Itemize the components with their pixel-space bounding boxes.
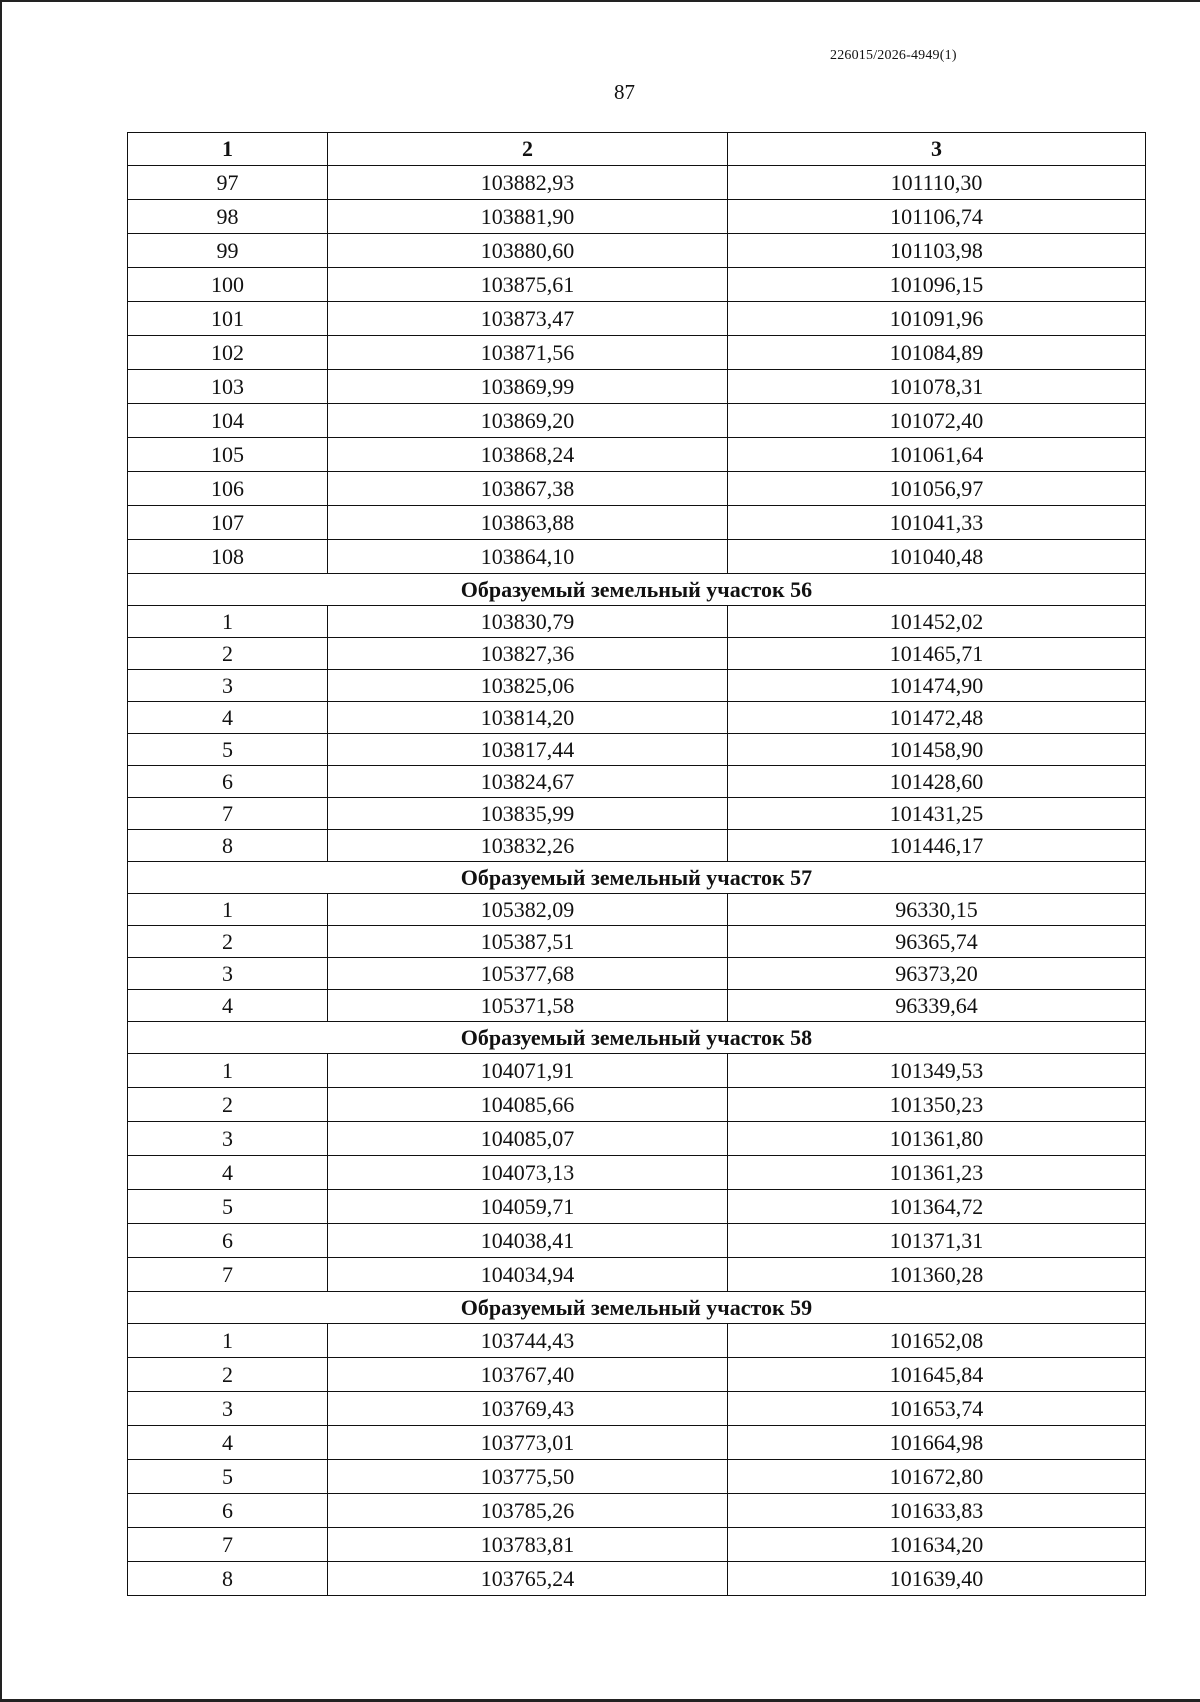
coordinates-table [127, 132, 1146, 1596]
table-row [128, 958, 1146, 990]
point-number-cell: 102 [128, 336, 328, 370]
table-row [128, 1392, 1146, 1426]
table-row [128, 1190, 1146, 1224]
point-number-cell: 1 [128, 894, 328, 926]
table-row [128, 1528, 1146, 1562]
coordinate-y-cell: 101452,02 [728, 606, 1146, 638]
point-number-cell: 100 [128, 268, 328, 302]
point-number-cell: 105 [128, 438, 328, 472]
coordinate-y-cell: 101361,80 [728, 1122, 1146, 1156]
column-header: 2 [328, 133, 728, 166]
coordinate-x-cell: 103871,56 [328, 336, 728, 370]
coordinate-x-cell: 104038,41 [328, 1224, 728, 1258]
document-id: 226015/2026-4949(1) [830, 48, 957, 63]
table-row [128, 1460, 1146, 1494]
point-number-cell: 2 [128, 1358, 328, 1392]
coordinate-y-cell: 101652,08 [728, 1324, 1146, 1358]
point-number-cell: 4 [128, 990, 328, 1022]
table-row [128, 1224, 1146, 1258]
column-header: 3 [728, 133, 1146, 166]
coordinate-x-cell: 104059,71 [328, 1190, 728, 1224]
point-number-cell: 1 [128, 1054, 328, 1088]
point-number-cell: 3 [128, 958, 328, 990]
coordinate-x-cell: 103880,60 [328, 234, 728, 268]
point-number-cell: 6 [128, 1494, 328, 1528]
point-number-cell: 5 [128, 734, 328, 766]
coordinate-y-cell: 101091,96 [728, 302, 1146, 336]
coordinate-y-cell: 101072,40 [728, 404, 1146, 438]
coordinate-y-cell: 96330,15 [728, 894, 1146, 926]
coordinate-x-cell: 104085,66 [328, 1088, 728, 1122]
section-title: Образуемый земельный участок 57 [128, 862, 1146, 894]
section-title-row [128, 1292, 1146, 1324]
table-row [128, 1054, 1146, 1088]
coordinate-x-cell: 103824,67 [328, 766, 728, 798]
coordinate-x-cell: 103869,99 [328, 370, 728, 404]
coordinate-x-cell: 103830,79 [328, 606, 728, 638]
table-row [128, 766, 1146, 798]
point-number-cell: 1 [128, 1324, 328, 1358]
coordinate-x-cell: 103869,20 [328, 404, 728, 438]
coordinate-x-cell: 103825,06 [328, 670, 728, 702]
coordinate-y-cell: 101041,33 [728, 506, 1146, 540]
coordinate-x-cell: 103767,40 [328, 1358, 728, 1392]
table-row [128, 166, 1146, 200]
table-body [128, 166, 1146, 1596]
scan-edge-left [0, 0, 2, 1702]
coordinate-x-cell: 103868,24 [328, 438, 728, 472]
coordinate-x-cell: 105382,09 [328, 894, 728, 926]
table-row [128, 302, 1146, 336]
point-number-cell: 2 [128, 1088, 328, 1122]
coordinate-y-cell: 101110,30 [728, 166, 1146, 200]
point-number-cell: 108 [128, 540, 328, 574]
coordinate-y-cell: 101106,74 [728, 200, 1146, 234]
point-number-cell: 7 [128, 1528, 328, 1562]
point-number-cell: 7 [128, 798, 328, 830]
coordinate-x-cell: 103814,20 [328, 702, 728, 734]
table-row [128, 1156, 1146, 1190]
scan-edge-top [0, 0, 1200, 2]
point-number-cell: 3 [128, 1122, 328, 1156]
table-row [128, 472, 1146, 506]
coordinate-y-cell: 101361,23 [728, 1156, 1146, 1190]
section-title-row [128, 862, 1146, 894]
point-number-cell: 106 [128, 472, 328, 506]
point-number-cell: 2 [128, 926, 328, 958]
coordinate-y-cell: 101103,98 [728, 234, 1146, 268]
section-title: Образуемый земельный участок 56 [128, 574, 1146, 606]
coordinate-y-cell: 101371,31 [728, 1224, 1146, 1258]
coordinate-y-cell: 96365,74 [728, 926, 1146, 958]
coordinate-y-cell: 101458,90 [728, 734, 1146, 766]
coordinate-x-cell: 103783,81 [328, 1528, 728, 1562]
coordinate-x-cell: 103832,26 [328, 830, 728, 862]
table-row [128, 606, 1146, 638]
coordinate-x-cell: 103827,36 [328, 638, 728, 670]
coordinate-x-cell: 103773,01 [328, 1426, 728, 1460]
coordinate-y-cell: 96339,64 [728, 990, 1146, 1022]
coordinate-y-cell: 101431,25 [728, 798, 1146, 830]
point-number-cell: 1 [128, 606, 328, 638]
table-row [128, 798, 1146, 830]
coordinate-x-cell: 103817,44 [328, 734, 728, 766]
coordinate-y-cell: 101465,71 [728, 638, 1146, 670]
coordinate-y-cell: 96373,20 [728, 958, 1146, 990]
table-row [128, 926, 1146, 958]
point-number-cell: 4 [128, 702, 328, 734]
coordinate-x-cell: 105371,58 [328, 990, 728, 1022]
section-title: Образуемый земельный участок 59 [128, 1292, 1146, 1324]
coordinate-x-cell: 103775,50 [328, 1460, 728, 1494]
table-row [128, 1358, 1146, 1392]
point-number-cell: 8 [128, 1562, 328, 1596]
coordinate-x-cell: 103875,61 [328, 268, 728, 302]
table-row [128, 540, 1146, 574]
point-number-cell: 3 [128, 1392, 328, 1426]
point-number-cell: 8 [128, 830, 328, 862]
coordinate-x-cell: 103835,99 [328, 798, 728, 830]
coordinate-y-cell: 101349,53 [728, 1054, 1146, 1088]
point-number-cell: 99 [128, 234, 328, 268]
table-header-row [128, 133, 1146, 166]
coordinate-x-cell: 103882,93 [328, 166, 728, 200]
point-number-cell: 4 [128, 1426, 328, 1460]
coordinate-x-cell: 105377,68 [328, 958, 728, 990]
coordinate-x-cell: 103867,38 [328, 472, 728, 506]
point-number-cell: 6 [128, 1224, 328, 1258]
table-row [128, 1088, 1146, 1122]
coordinate-y-cell: 101639,40 [728, 1562, 1146, 1596]
coordinate-x-cell: 103863,88 [328, 506, 728, 540]
table-row [128, 894, 1146, 926]
point-number-cell: 97 [128, 166, 328, 200]
coordinate-y-cell: 101360,28 [728, 1258, 1146, 1292]
page-number: 87 [614, 80, 635, 104]
point-number-cell: 2 [128, 638, 328, 670]
table-row [128, 1258, 1146, 1292]
table-row [128, 268, 1146, 302]
point-number-cell: 5 [128, 1190, 328, 1224]
coordinate-x-cell: 104073,13 [328, 1156, 728, 1190]
table-row [128, 506, 1146, 540]
coordinate-y-cell: 101645,84 [728, 1358, 1146, 1392]
coordinate-y-cell: 101096,15 [728, 268, 1146, 302]
coordinate-y-cell: 101084,89 [728, 336, 1146, 370]
coordinate-y-cell: 101472,48 [728, 702, 1146, 734]
coordinate-y-cell: 101056,97 [728, 472, 1146, 506]
coordinate-x-cell: 103765,24 [328, 1562, 728, 1596]
table-row [128, 670, 1146, 702]
table-row [128, 438, 1146, 472]
table-row [128, 702, 1146, 734]
coordinate-y-cell: 101653,74 [728, 1392, 1146, 1426]
coordinate-x-cell: 103769,43 [328, 1392, 728, 1426]
point-number-cell: 104 [128, 404, 328, 438]
coordinate-y-cell: 101664,98 [728, 1426, 1146, 1460]
section-title: Образуемый земельный участок 58 [128, 1022, 1146, 1054]
coordinate-y-cell: 101364,72 [728, 1190, 1146, 1224]
coordinate-x-cell: 103785,26 [328, 1494, 728, 1528]
coordinate-x-cell: 103873,47 [328, 302, 728, 336]
table-row [128, 1562, 1146, 1596]
coordinate-x-cell: 104085,07 [328, 1122, 728, 1156]
coordinate-y-cell: 101672,80 [728, 1460, 1146, 1494]
table-row [128, 336, 1146, 370]
section-title-row [128, 1022, 1146, 1054]
table-row [128, 990, 1146, 1022]
coordinate-y-cell: 101428,60 [728, 766, 1146, 798]
table-row [128, 1494, 1146, 1528]
coordinate-y-cell: 101078,31 [728, 370, 1146, 404]
table-row [128, 1426, 1146, 1460]
table-row [128, 1324, 1146, 1358]
table-row [128, 234, 1146, 268]
point-number-cell: 5 [128, 1460, 328, 1494]
table-row [128, 1122, 1146, 1156]
coordinate-y-cell: 101474,90 [728, 670, 1146, 702]
table-row [128, 404, 1146, 438]
table-row [128, 638, 1146, 670]
coordinate-y-cell: 101061,64 [728, 438, 1146, 472]
coordinate-y-cell: 101446,17 [728, 830, 1146, 862]
point-number-cell: 98 [128, 200, 328, 234]
coordinate-y-cell: 101350,23 [728, 1088, 1146, 1122]
coordinate-x-cell: 103744,43 [328, 1324, 728, 1358]
point-number-cell: 7 [128, 1258, 328, 1292]
section-title-row [128, 574, 1146, 606]
coordinate-y-cell: 101634,20 [728, 1528, 1146, 1562]
column-header: 1 [128, 133, 328, 166]
coordinate-x-cell: 104034,94 [328, 1258, 728, 1292]
point-number-cell: 103 [128, 370, 328, 404]
coordinate-y-cell: 101040,48 [728, 540, 1146, 574]
point-number-cell: 3 [128, 670, 328, 702]
table-row [128, 370, 1146, 404]
point-number-cell: 101 [128, 302, 328, 336]
coordinate-x-cell: 103864,10 [328, 540, 728, 574]
coordinate-x-cell: 105387,51 [328, 926, 728, 958]
table-row [128, 200, 1146, 234]
coordinate-x-cell: 103881,90 [328, 200, 728, 234]
point-number-cell: 107 [128, 506, 328, 540]
point-number-cell: 6 [128, 766, 328, 798]
coordinate-x-cell: 104071,91 [328, 1054, 728, 1088]
table-row [128, 734, 1146, 766]
table-row [128, 830, 1146, 862]
coordinate-y-cell: 101633,83 [728, 1494, 1146, 1528]
point-number-cell: 4 [128, 1156, 328, 1190]
